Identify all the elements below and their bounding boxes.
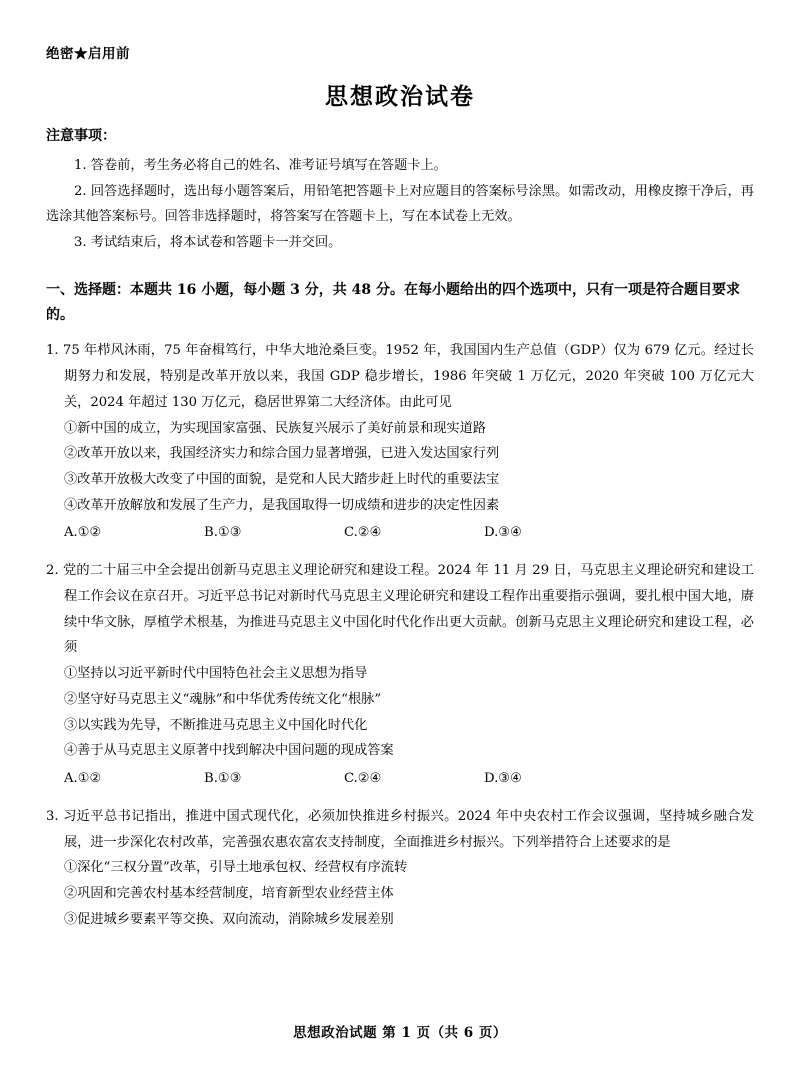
question-3 [46,804,754,933]
secret-label: 绝密★启用前 [46,46,130,62]
footer-page-number: 第 1 页（共 6 页） [382,1025,507,1041]
question-option: ②改革开放以来，我国经济实力和综合国力显著增强，已进入发达国家行列 [64,446,500,462]
question-option: ③以实践为先导，不断推进马克思主义中国化时代化 [64,717,368,733]
choice-a: A.①② [64,771,102,787]
question-stem: 2. 党的二十届三中全会提出创新马克思主义理论研究和建设工程。2024 年 11 月 29 日，马克思主义理论研究和建设工程工作会议在京召开。习近平总书记对新时代马克思主义理论研究和建设工程作出重要指示强调，要扎根中国大地，赓续中华文脉，厚植学术根基，为推进马克思主义中国化时代化作出更大贡献。创新马克思主义理论研究和建设工程，必须 [46,563,754,656]
footer-subject: 思想政治试题 [293,1025,378,1041]
choice-d: D.③④ [484,771,522,787]
choice-c: C.②④ [344,525,382,541]
question-option: ①坚持以习近平新时代中国特色社会主义思想为指导 [64,666,368,682]
choice-c: C.②④ [344,771,382,787]
notice-item: 3. 考试结束后，将本试卷和答题卡一并交回。 [74,235,342,251]
choice-b: B.①③ [204,771,242,787]
answer-choices [46,766,754,792]
notice-heading: 注意事项： [46,128,116,144]
question-option: ①新中国的成立，为实现国家富强、民族复兴展示了美好前景和现实道路 [64,420,486,436]
question-option: ①深化“三权分置”改革，引导土地承包权、经营权有序流转 [64,860,408,876]
question-stem: 1. 75 年栉风沐雨，75 年奋楫笃行，中华大地沧桑巨变。1952 年，我国国内生产总值（GDP）仅为 679 亿元。经过长期努力和发展，特别是改革开放以来，我国 GDP 稳步增长，1986 年突破 1 万亿元，2020 年突破 100 万亿元大关，2024 年超过 130 万亿元，稳居世界第二大经济体。由此可见 [46,343,754,410]
question-option: ④善于从马克思主义原著中找到解决中国问题的现成答案 [64,743,394,759]
question-option: ③促进城乡要素平等交换、双向流动，消除城乡发展差别 [64,911,394,927]
question-stem: 3. 习近平总书记指出，推进中国式现代化，必须加快推进乡村振兴。2024 年中央农村工作会议强调，坚持城乡融合发展，进一步深化农村改革，完善强农惠农富农支持制度，全面推进乡村振兴。下列举措符合上述要求的是 [46,808,754,850]
page-title: 思想政治试卷 [325,83,475,110]
page-footer [0,1021,800,1041]
notice-item: 2. 回答选择题时，选出每小题答案后，用铅笔把答题卡上对应题目的答案标号涂黑。如需改动，用橡皮擦干净后，再选涂其他答案标号。回答非选择题时，将答案写在答题卡上，写在本试卷上无效。 [46,183,754,225]
answer-choices [46,520,754,546]
section-title: 一、选择题：本题共 16 小题，每小题 3 分，共 48 分。在每小题给出的四个选项中，只有一项是符合题目要求的。 [46,281,740,324]
question-option: ③改革开放极大改变了中国的面貌，是党和人民大踏步赶上时代的重要法宝 [64,471,500,487]
question-option: ②坚守好马克思主义“魂脉”和中华优秀传统文化“根脉” [64,691,382,707]
question-option: ④改革开放解放和发展了生产力，是我国取得一切成绩和进步的决定性因素 [64,497,500,513]
choice-d: D.③④ [484,525,522,541]
choice-a: A.①② [64,525,102,541]
notice-item: 1. 答卷前，考生务必将自己的姓名、准考证号填写在答题卡上。 [74,158,447,173]
question-option: ②巩固和完善农村基本经营制度，培育新型农业经营主体 [64,886,394,901]
choice-b: B.①③ [204,525,242,541]
question-1 [46,338,754,546]
question-2 [46,558,754,792]
